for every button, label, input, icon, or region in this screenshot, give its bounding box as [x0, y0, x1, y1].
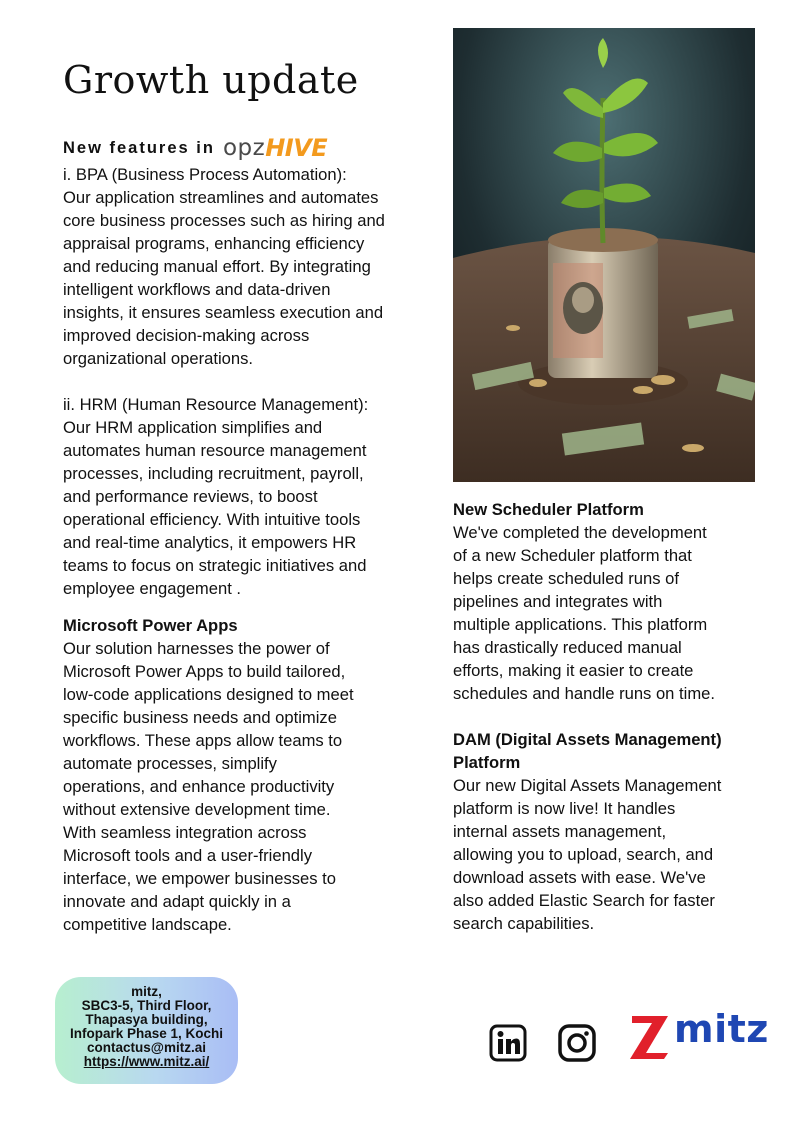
power-apps-heading: Microsoft Power Apps [63, 616, 238, 635]
contact-email[interactable]: contactus@mitz.ai [87, 1040, 206, 1055]
opzhive-logo: opz HIVE [222, 134, 328, 162]
address-line-3: Infopark Phase 1, Kochi [69, 1026, 224, 1041]
growth-plant-photo [453, 28, 755, 482]
bpa-description: Our application streamlines and automates core business processes such as hiring and appraisal programs, enhancing efficiency and reducing manual effort. By integrating intelligent workflows and data-driven insights, it ensures seamless execution and improved decision-making across organizational operations. [63, 188, 385, 368]
page-title: Growth update [63, 58, 359, 102]
new-features-label: New features in [63, 138, 215, 157]
scheduler-heading: New Scheduler Platform [453, 500, 644, 519]
address-line-2: Thapasya building, [85, 1012, 208, 1027]
dam-description: Our new Digital Assets Management platform is now live! It handles internal assets management, allowing you to upload, search, and download assets with ease. We've also added Elastic Search for faster search capabilities. [453, 776, 722, 933]
dam-heading: DAM (Digital Assets Management) Platform [453, 730, 722, 772]
bpa-heading: i. BPA (Business Process Automation): [63, 165, 347, 184]
mitz-logo [630, 1007, 776, 1061]
new-features-heading [63, 133, 327, 163]
address-card [55, 977, 238, 1084]
website-link[interactable]: https://www.mitz.ai/ [83, 1054, 210, 1069]
hrm-description: Our HRM application simplifies and automates human resource management processes, including recruitment, payroll, and performance reviews, to boost operational efficiency. With intuitive tools and real-time analytics, it empowers HR teams to focus on strategic initiatives and employee engagement . [63, 418, 367, 598]
linkedin-icon[interactable] [489, 1024, 527, 1062]
power-apps-description: Our solution harnesses the power of Microsoft Power Apps to build tailored, low-code applications designed to meet specific business needs and optimize workflows. These apps allow teams to automate processes, simplify operations, and enhance productivity without extensive development time. With seamless integration across Microsoft tools and a user-friendly interface, we empower businesses to innovate and adapt quickly in a competitive landscape. [63, 639, 354, 934]
mitz-logo-text: mitz [674, 1007, 769, 1051]
hrm-heading: ii. HRM (Human Resource Management): [63, 395, 369, 414]
address-line-1: SBC3-5, Third Floor, [81, 998, 212, 1013]
scheduler-description: We've completed the development of a new Scheduler platform that helps create scheduled runs of pipelines and integrates with multiple applications. This platform has drastically reduced manual efforts, making it easier to create schedules and handle runs on time. [453, 523, 715, 703]
company-name: mitz, [131, 984, 162, 999]
instagram-icon[interactable] [558, 1024, 596, 1062]
plant-money-illustration [453, 28, 755, 482]
